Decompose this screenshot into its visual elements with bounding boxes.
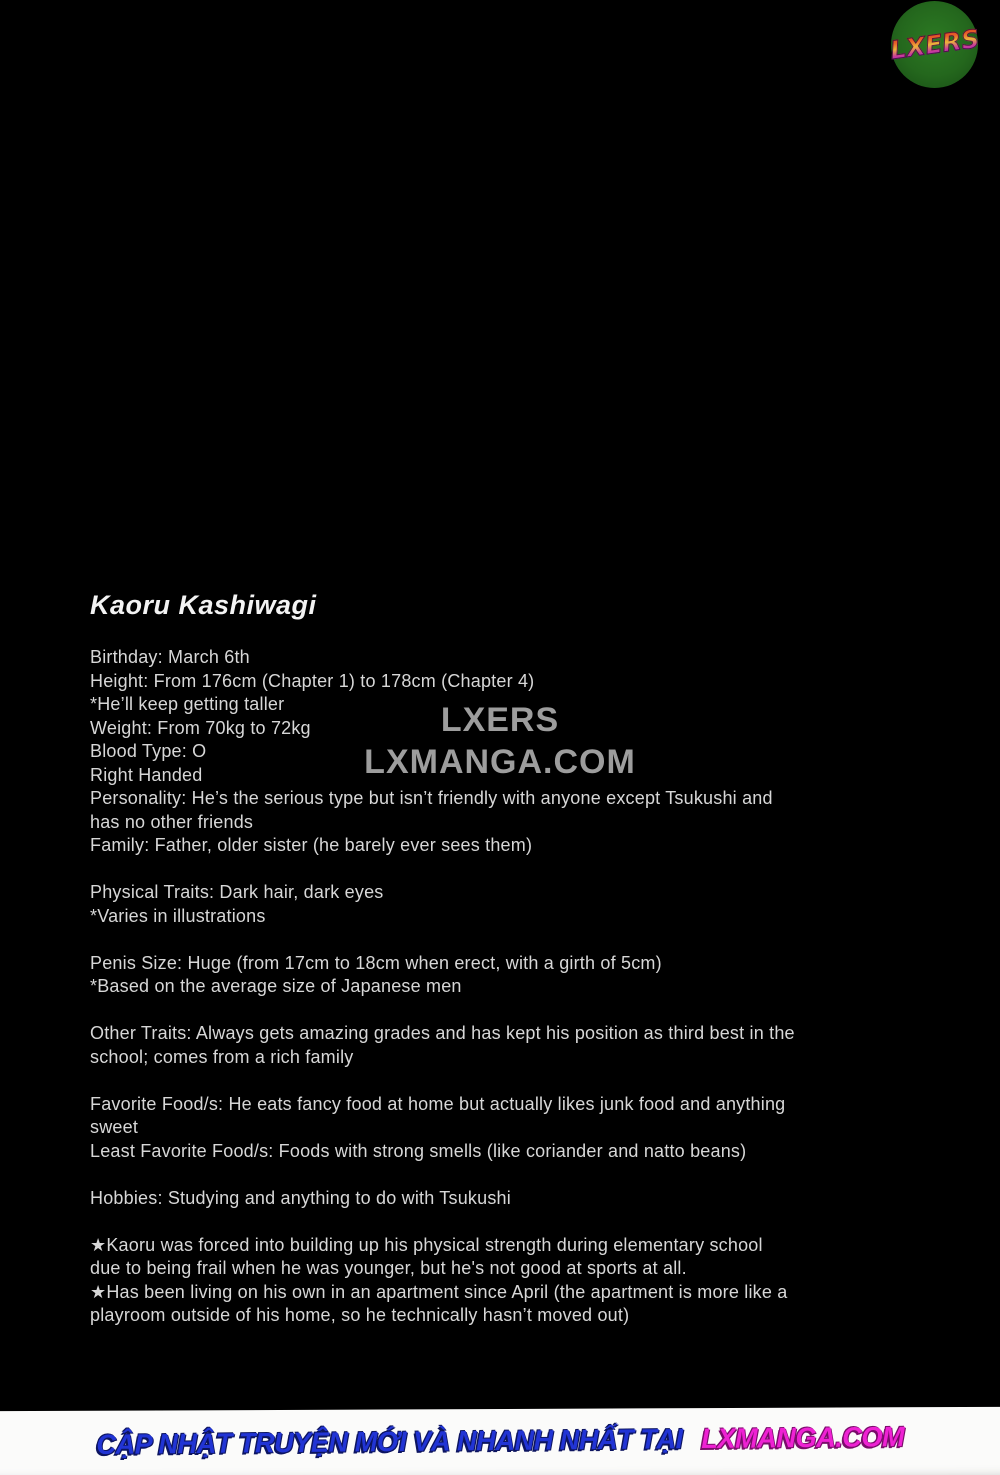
- character-profile: [90, 588, 922, 1351]
- profile-section: [90, 646, 922, 858]
- profile-text-line: sweet: [90, 1117, 139, 1137]
- footer-text: [96, 1421, 904, 1471]
- profile-text-line: Favorite Food/s: He eats fancy food at home but actually likes junk food and anything: [90, 1093, 786, 1114]
- profile-text-line: has no other friends: [90, 811, 254, 832]
- profile-text-line: Least Favorite Food/s: Foods with strong smells (like coriander and natto beans): [90, 1140, 747, 1161]
- footer-banner: [0, 1407, 1000, 1475]
- profile-section: [90, 1093, 922, 1164]
- watermark-line-lxers: LXERS: [440, 701, 560, 739]
- profile-section: [90, 881, 922, 928]
- profile-text-line: playroom outside of his home, so he technically hasn’t moved out): [90, 1305, 630, 1325]
- profile-sections: [90, 646, 922, 1328]
- profile-text-line: Hobbies: Studying and anything to do with Tsukushi: [90, 1187, 511, 1208]
- profile-text-line: Other Traits: Always gets amazing grades and has kept his position as third best in the: [90, 1023, 795, 1043]
- footer-message: CẬP NHẬT TRUYỆN MỚI VÀ NHANH NHẤT TẠI: [95, 1423, 683, 1460]
- watermark-line-lxmanga: LXMANGA.COM: [364, 743, 636, 781]
- profile-text-line: Weight: From 70kg to 72kg: [90, 717, 311, 738]
- profile-text-line: Penis Size: Huge (from 17cm to 18cm when erect, with a girth of 5cm): [90, 952, 662, 973]
- profile-text-line: *Based on the average size of Japanese men: [90, 976, 462, 996]
- profile-text-line: Personality: He’s the serious type but isn’t friendly with anyone except Tsukushi and: [90, 788, 773, 808]
- profile-text-line: due to being frail when he was younger, but he's not good at sports at all.: [90, 1258, 687, 1278]
- lxers-logo-text: LXERS: [888, 23, 981, 66]
- profile-section: [90, 952, 922, 999]
- profile-text-line: Right Handed: [90, 764, 203, 785]
- profile-text-line: Height: From 176cm (Chapter 1) to 178cm (Chapter 4): [90, 670, 535, 691]
- profile-text-line: *Varies in illustrations: [90, 905, 266, 926]
- character-name-title: Kaoru Kashiwagi: [90, 590, 317, 620]
- profile-section: [90, 1187, 922, 1211]
- profile-text-line: ★Kaoru was forced into building up his physical strength during elementary school: [90, 1234, 763, 1255]
- profile-text-line: Blood Type: O: [90, 741, 207, 761]
- lxers-logo-badge: [888, 1, 981, 88]
- profile-text-line: Birthday: March 6th: [90, 647, 250, 667]
- profile-text-line: school; comes from a rich family: [90, 1046, 354, 1067]
- footer-site-name: LXMANGA.COM: [700, 1421, 904, 1455]
- profile-text-line: Physical Traits: Dark hair, dark eyes: [90, 882, 384, 902]
- profile-text-line: ★Has been living on his own in an apartment since April (the apartment is more like a: [90, 1281, 788, 1302]
- profile-section: [90, 1234, 922, 1328]
- profile-text-line: Family: Father, older sister (he barely ever sees them): [90, 835, 533, 855]
- profile-text-line: *He’ll keep getting taller: [90, 694, 285, 714]
- profile-section: [90, 1022, 922, 1069]
